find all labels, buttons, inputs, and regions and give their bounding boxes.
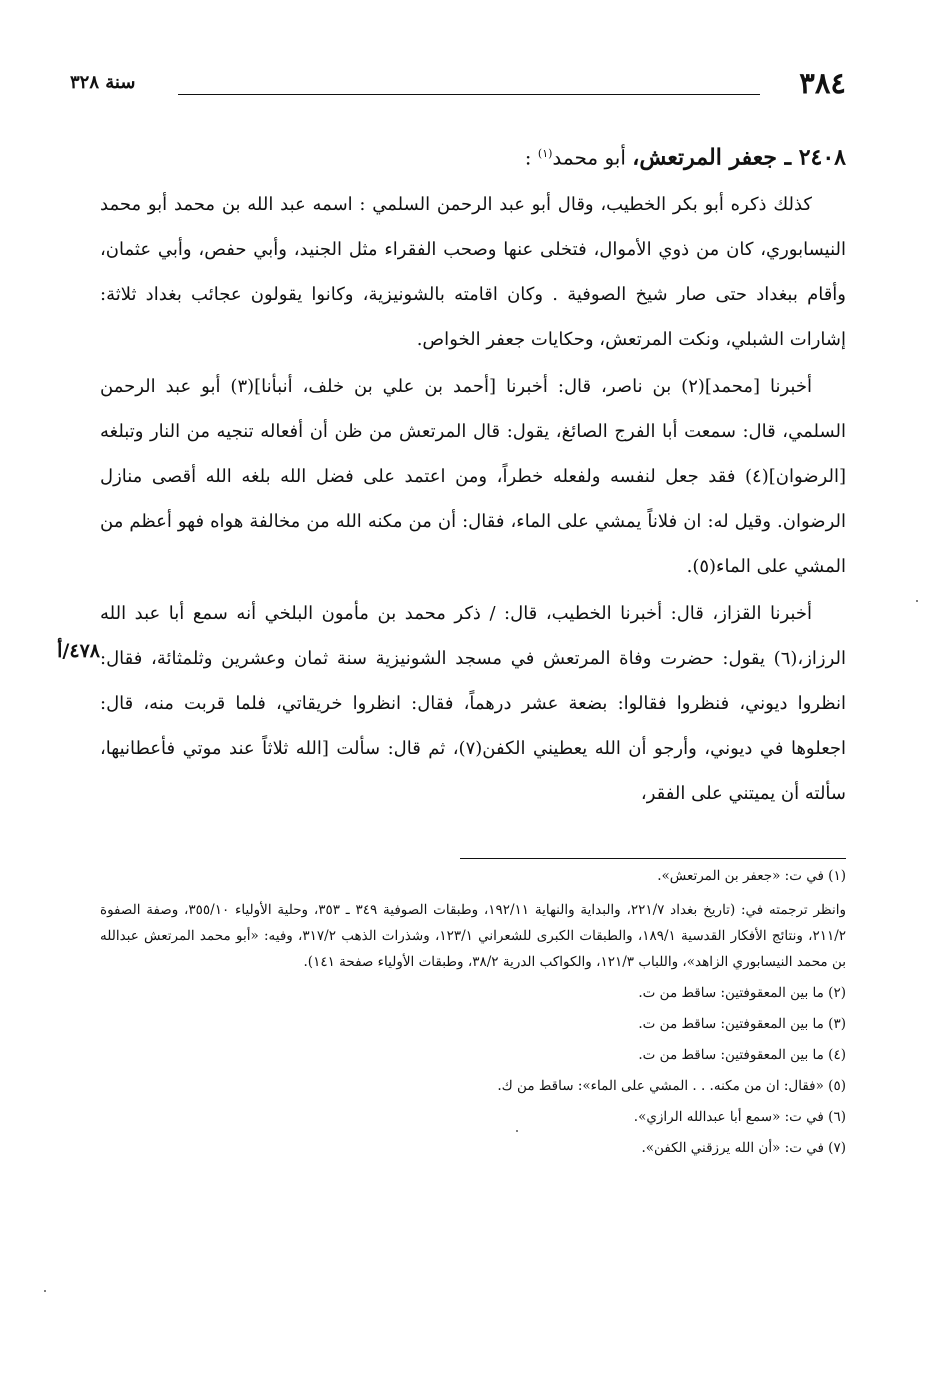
footnote-2: (٢) ما بين المعقوفتين: ساقط من ت. <box>638 985 846 1001</box>
footnote-3: (٣) ما بين المعقوفتين: ساقط من ت. <box>638 1016 846 1032</box>
entry-number-name: ٢٤٠٨ ـ جعفر المرتعش، <box>632 144 846 171</box>
entry-kunya: أبو محمد <box>552 145 626 170</box>
scan-speck <box>916 600 918 602</box>
paragraph-narration-1: أخبرنا [محمد](٢) بن ناصر، قال: أخبرنا [أحمد بن علي بن خلف، أنبأنا](٣) أبو عبد الرحمن السلمي، قال: سمعت أبا الفرج الصائغ، يقول: قال المرتعش من ظن أن أفعاله تنجيه من النار وتبلغه [الرضوان](٤) فقد جعل لنفسه ولفعله خطراً، ومن اعتمد على فضل الله بلغه الله أقصى منازل الرضوان. وقيل له: ان فلاناً يمشي على الماء، فقال: أن من مكنه الله من مخالفة هواه فهو أعظم من المشي على الماء(٥). <box>100 375 846 577</box>
footnote-1-references: وانظر ترجمته في: (تاريخ بغداد ٢٢١/٧، والبداية والنهاية ١٩٢/١١، وطبقات الصوفية ٣٤٩ ـ ٣٥٣، وحلية الأولياء ٣٥٥/١٠، وصفة الصفوة ٢١١/٢، ونتائج الأفكار القدسية ١٨٩/١، والطبقات الكبرى للشعراني ١٢٣/١، وشذرات الذهب ٣١٧/٢، وفيه: «أبو محمد المرتعش عبدالله بن محمد النيسابوري الزاهد»، واللباب ١٢١/٣، والكواكب الدرية ٣٨/٢، وطبقات الأولياء صفحة ١٤١). <box>100 902 847 970</box>
main-text <box>100 132 846 816</box>
footnote-1: (١) في ت: «جعفر بن المرتعش». <box>657 868 846 884</box>
paragraph-narration-2: أخبرنا القزاز، قال: أخبرنا الخطيب، قال: / ذكر محمد بن مأمون البلخي أنه سمع أبا عبد الله الرزاز،(٦) يقول: حضرت وفاة المرتعش في مسجد الشونيزية سنة ثمان وعشرين وثلمثائة، فقال: انظروا ديوني، فنظروا فقالوا: بضعة عشر درهماً، فقال: انظروا خريقاتي، فلما قربت منه، قال: اجعلوها في ديوني، وأرجو أن الله يعطيني الكفن(٧)، ثم قال: سألت [الله ثلاثاً عند موتي فأعطانيها، سألته أن يميتني على الفقر، <box>100 602 846 804</box>
header-rule <box>178 94 760 95</box>
footnote-ref: (١) <box>537 147 553 160</box>
footnote-4: (٤) ما بين المعقوفتين: ساقط من ت. <box>638 1047 846 1063</box>
manuscript-folio-note: ٤٧٨/أ <box>57 640 100 662</box>
footnote-separator <box>460 858 846 859</box>
page-header <box>70 66 846 112</box>
page-number: ٣٨٤ <box>799 66 846 100</box>
scan-speck <box>516 1130 518 1132</box>
entry-heading <box>100 132 846 180</box>
running-head-year: سنة ٣٢٨ <box>70 72 136 93</box>
footnote-6: (٦) في ت: «سمع أبا عبدالله الرازي». <box>633 1109 846 1125</box>
scan-speck <box>44 1290 46 1292</box>
paragraph-biography: كذلك ذكره أبو بكر الخطيب، وقال أبو عبد الرحمن السلمي : اسمه عبد الله بن محمد أبو محمد النيسابوري، كان من ذوي الأموال، فتخلى عنها وصحب الفقراء مثل الجنيد، وأبي حفص، وأبي عثمان، وأقام ببغداد حتى صار شيخ الصوفية . وكان اقامته بالشونيزية، وكانوا يقولون عجائب بغداد ثلاثة: إشارات الشبلي، ونكت المرتعش، وحكايات جعفر الخواص. <box>100 193 846 350</box>
footnotes <box>100 866 846 1169</box>
footnote-7: (٧) في ت: «أن الله يرزقني الكفن». <box>641 1140 846 1156</box>
footnote-5: (٥) «فقال: ان من مكنه. . . المشي على الماء»: ساقط من ك. <box>497 1078 846 1094</box>
heading-colon: : <box>524 145 532 170</box>
